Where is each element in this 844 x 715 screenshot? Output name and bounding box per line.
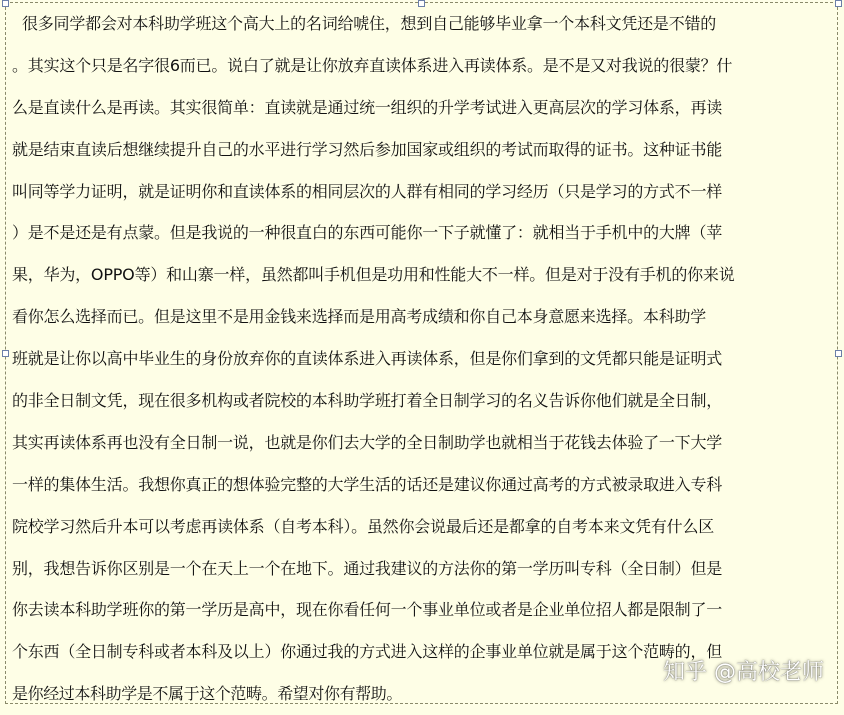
text-line-7: 果，华为，OPPO等）和山寨一样，虽然都叫手机但是功用和性能大不一样。但是对于没有手机的你来说 [12,265,735,285]
text-line-9: 班就是让你以高中毕业生的身份放弃你的直读体系进入再读体系，但是你们拿到的文凭都只能是证明式 [12,349,723,369]
text-line-10: 的非全日制文凭，现在很多机构或者院校的本科助学班打着全日制学习的名义告诉你他们就是全日制， [12,391,723,411]
resize-handle-middle-right[interactable] [835,350,842,357]
text-line-12: 一样的集体生活。我想你真正的想体验完整的大学生活的话还是建议你通过高考的方式被录取进入专科 [12,474,723,494]
text-line-6: ）是不是还是有点蒙。但是我说的一种很直白的东西可能你一下子就懂了：就相当于手机中的大牌（苹 [12,223,723,243]
resize-handle-top-left[interactable] [2,0,9,7]
resize-handle-middle-left[interactable] [2,350,9,357]
text-line-2: 。其实这个只是名字很6而已。说白了就是让你放弃直读体系进入再读体系。是不是又对我说的很蒙？什 [12,55,733,75]
text-line-4: 就是结束直读后想继续提升自己的水平进行学习然后参加国家或组织的考试而取得的证书。这种证书能 [12,139,723,159]
zhihu-watermark: 知乎 @高校老师 [663,660,824,685]
text-line-5: 叫同等学力证明，就是证明你和直读体系的相同层次的人群有相同的学习经历（只是学习的方式不一样 [12,181,723,201]
text-line-8: 看你怎么选择而已。但是这里不是用金钱来选择而是用高考成绩和你自己本身意愿来选择。本科助学 [12,307,707,327]
text-line-1: 很多同学都会对本科助学班这个高大上的名词给唬住，想到自己能够毕业拿一个本科文凭还是不错的 [22,14,717,33]
document-text[interactable] [12,3,830,715]
text-line-14: 别，我想告诉你区别是一个在天上一个在地下。通过我建议的方法你的第一学历叫专科（全日制）但是 [12,558,723,578]
resize-handle-top-right[interactable] [835,0,842,7]
text-line-15: 你去读本科助学班你的第一学历是高中，现在你看任何一个事业单位或者是企业单位招人都是限制了一 [12,600,723,620]
text-line-13: 院校学习然后升本可以考虑再读体系（自考本科）。虽然你会说最后还是都拿的自考本来文凭有什么区 [12,516,715,536]
text-line-16: 个东西（全日制专科或者本科及以上）你通过我的方式进入这样的企事业单位就是属于这个范畴的，但 [12,642,723,662]
text-line-17: 是你经过本科助学是不属于这个范畴。希望对你有帮助。 [12,684,403,704]
text-line-3: 么是直读什么是再读。其实很简单：直读就是通过统一组织的升学考试进入更高层次的学习体系，再读 [12,97,723,117]
text-line-11: 其实再读体系再也没有全日制一说，也就是你们去大学的全日制助学也就相当于花钱去体验了一下大学 [12,432,723,452]
